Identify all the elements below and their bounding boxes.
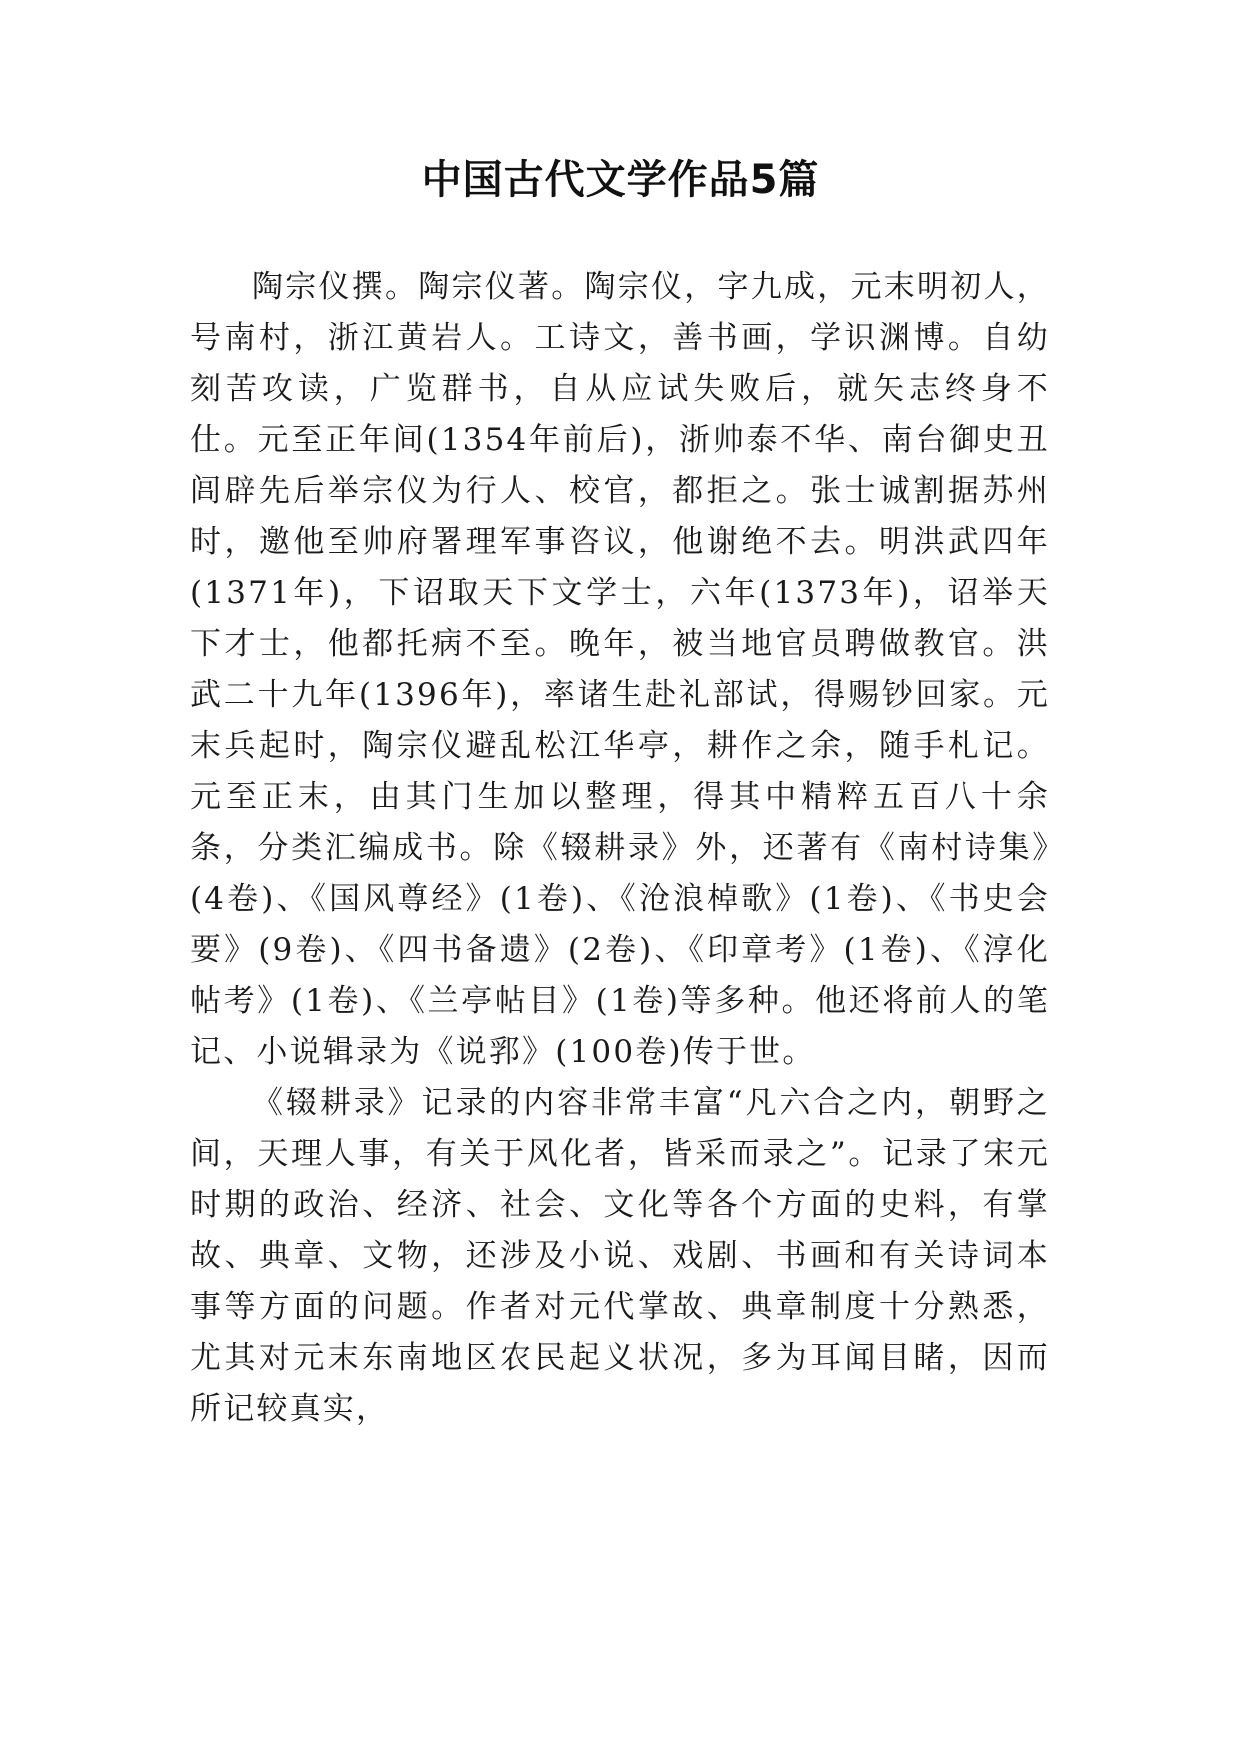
document-body: [190, 262, 1050, 1435]
paragraph-2: 《辍耕录》记录的内容非常丰富“凡六合之内，朝野之间，天理人事，有关于风化者，皆采而录之”。记录了宋元时期的政治、经济、社会、文化等各个方面的史料，有掌故、典章、文物，还涉及小说、戏剧、书画和有关诗词本事等方面的问题。作者对元代掌故、典章制度十分熟悉，尤其对元末东南地区农民起义状况，多为耳闻目睹，因而所记较真实，: [190, 1085, 1050, 1427]
paragraph-1: 陶宗仪撰。陶宗仪著。陶宗仪，字九成，元末明初人，号南村，浙江黄岩人。工诗文，善书画，学识渊博。自幼刻苦攻读，广览群书，自从应试失败后，就矢志终身不仕。元至正年间(1354年前后)，浙帅泰不华、南台御史丑闾辟先后举宗仪为行人、校官，都拒之。张士诚割据苏州时，邀他至帅府署理军事咨议，他谢绝不去。明洪武四年(1371年)，下诏取天下文学士，六年(1373年)，诏举天下才士，他都托病不至。晚年，被当地官员聘做教官。洪武二十九年(1396年)，率诸生赴礼部试，得赐钞回家。元末兵起时，陶宗仪避乱松江华亭，耕作之余，随手札记。元至正末，由其门生加以整理，得其中精粹五百八十余条，分类汇编成书。除《辍耕录》外，还著有《南村诗集》(4卷)、《国风尊经》(1卷)、《沧浪棹歌》(1卷)、《书史会要》(9卷)、《四书备遗》(2卷)、《印章考》(1卷)、《淳化帖考》(1卷)、《兰亭帖目》(1卷)等多种。他还将前人的笔记、小说辑录为《说郛》(100卷)传于世。: [190, 269, 1050, 1070]
document-title: 中国古代文学作品5篇: [421, 157, 820, 203]
